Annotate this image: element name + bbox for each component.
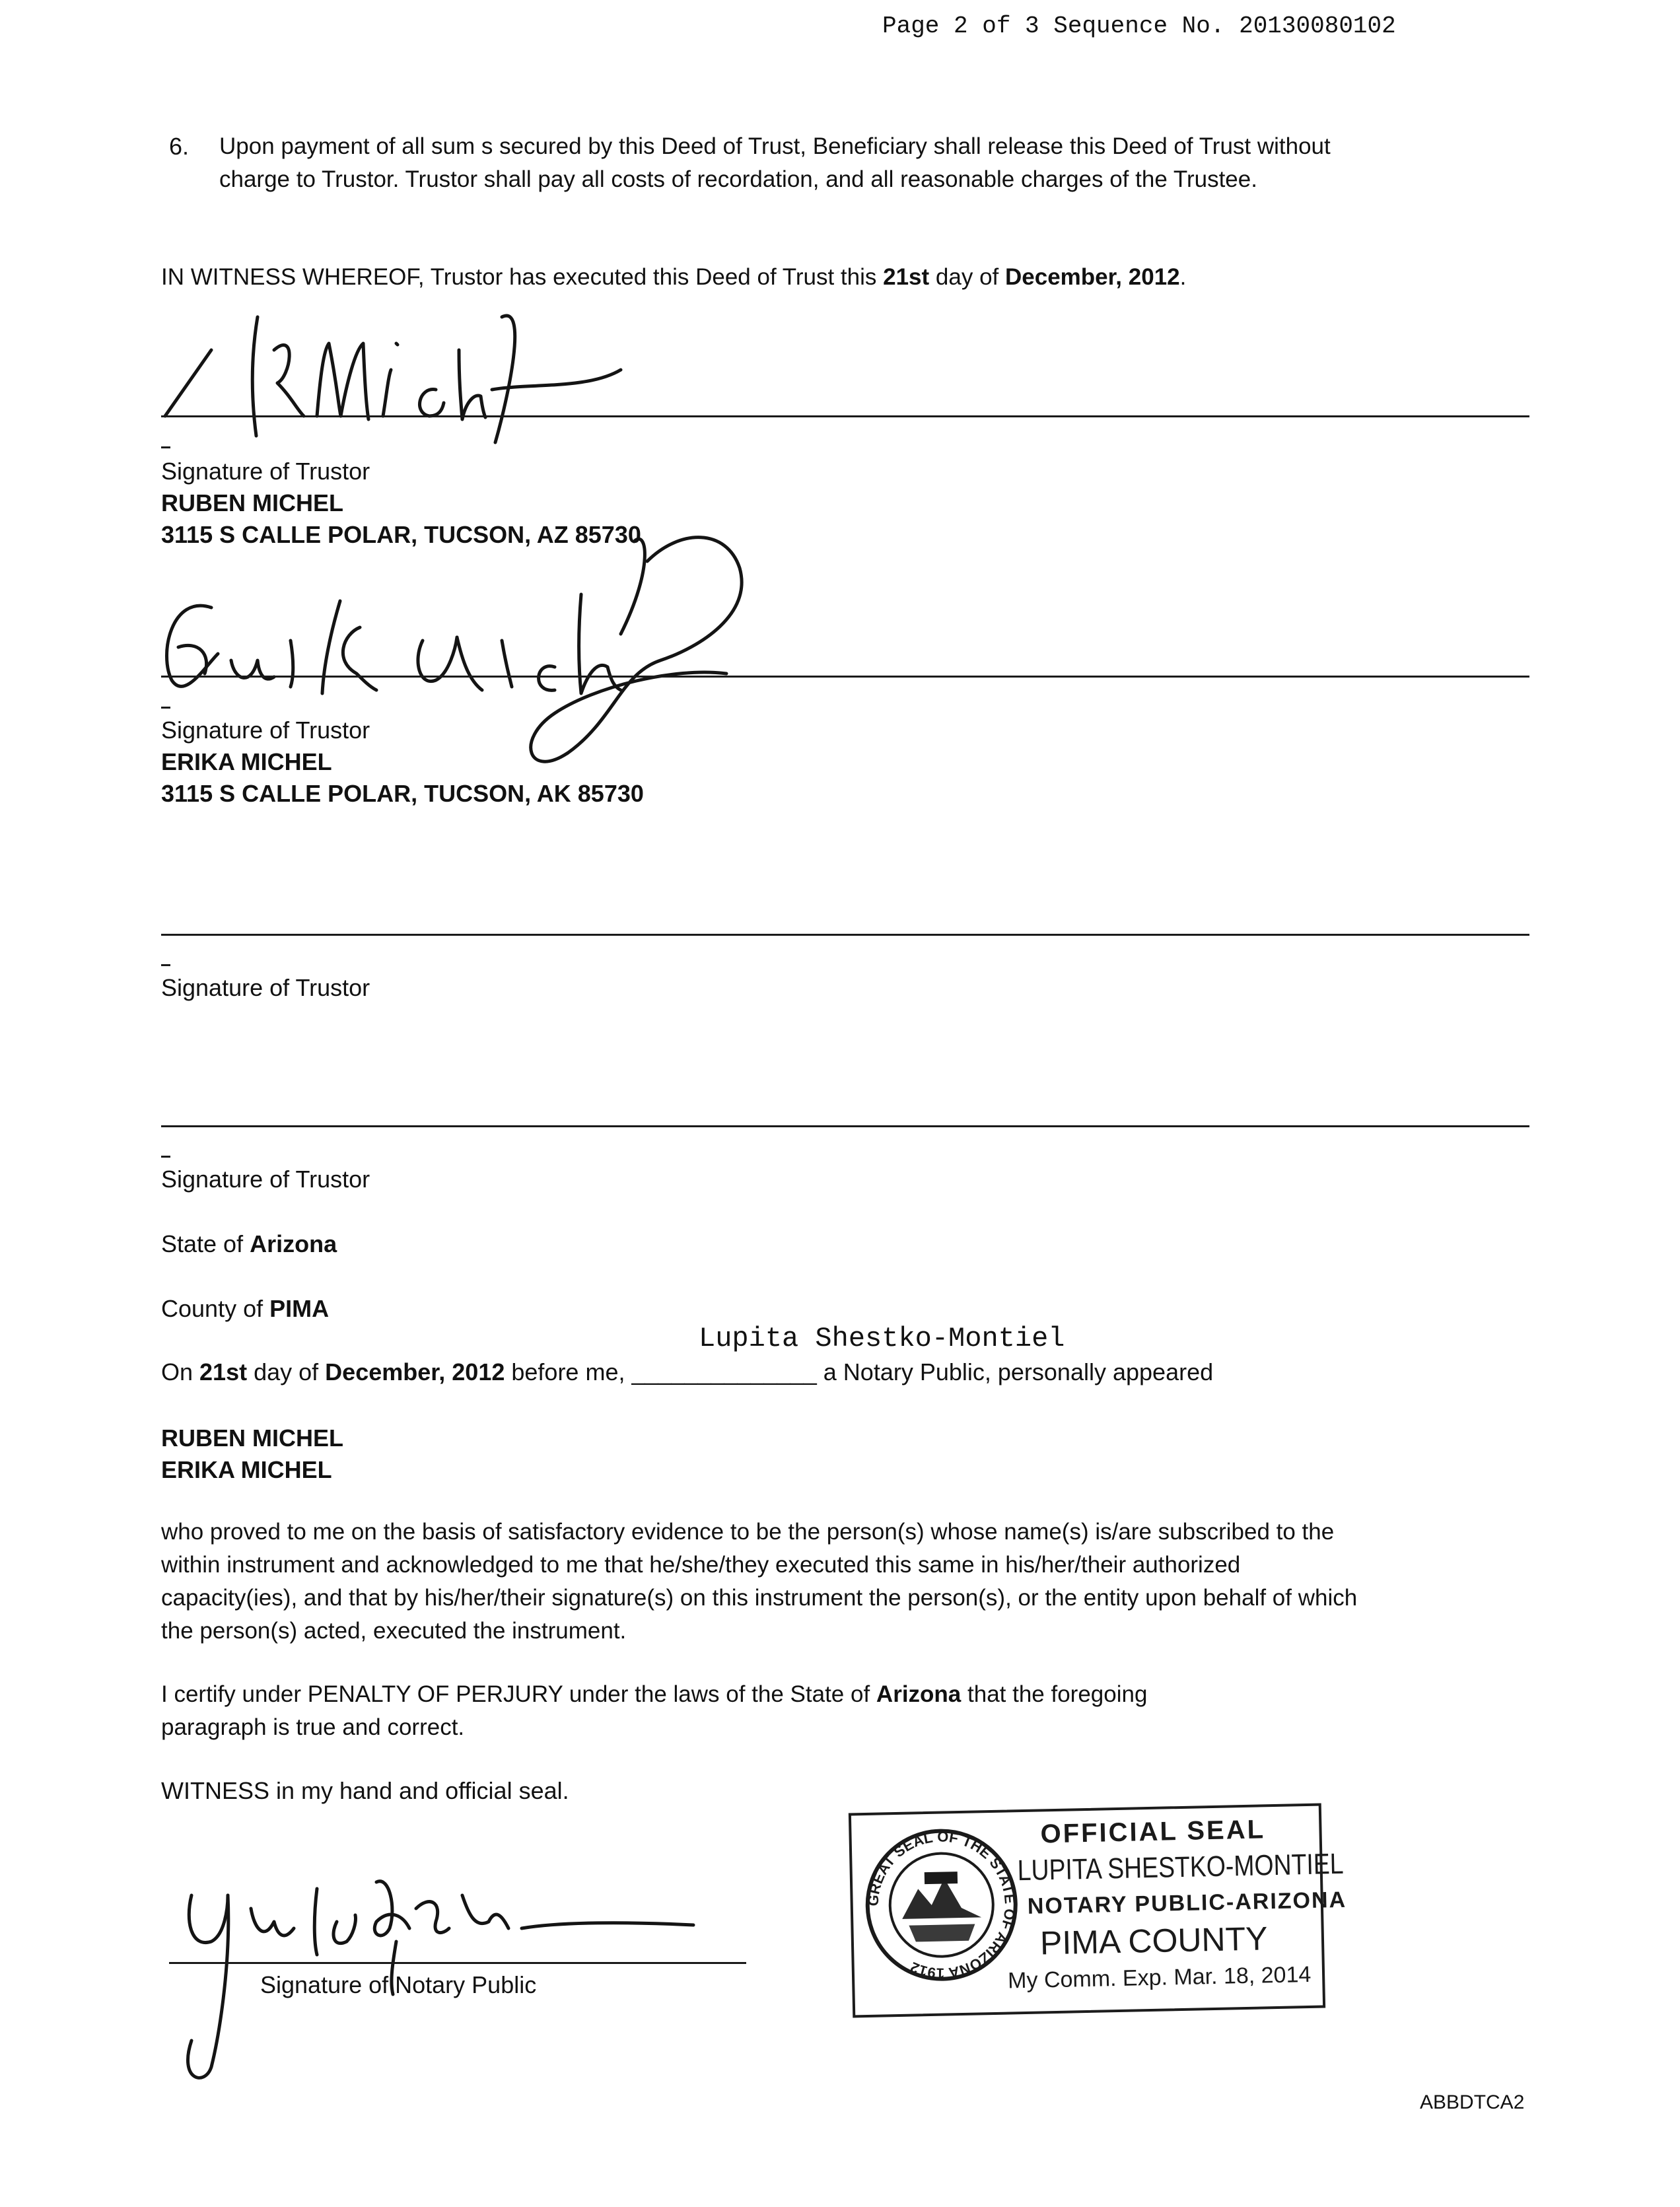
before-me-line: On 21st day of December, 2012 before me, ______________ a Notary Public, personally appeared <box>161 1358 1214 1385</box>
svg-text:GREAT SEAL OF THE STATE OF ARI: GREAT SEAL OF THE STATE OF ARIZONA 1912 <box>864 1828 1018 1982</box>
signature-tick-3 <box>161 964 170 966</box>
seal-notary-role: NOTARY PUBLIC-ARIZONA <box>1027 1887 1347 1919</box>
proof-line-4: the person(s) acted, executed the instrument. <box>161 1618 627 1644</box>
trustor-name-1: RUBEN MICHEL <box>161 489 343 516</box>
signature-label-3: Signature of Trustor <box>161 974 370 1001</box>
notary-signature-line <box>169 1962 746 1964</box>
signature-label-2: Signature of Trustor <box>161 717 370 744</box>
notary-signature-label: Signature of Notary Public <box>260 1971 537 1998</box>
proof-line-1: who proved to me on the basis of satisfactory evidence to be the person(s) whose name(s) is/are subscribed to the <box>161 1519 1335 1545</box>
seal-notary-name: LUPITA SHESTKO-MONTIEL <box>1017 1847 1345 1887</box>
seal-title: OFFICIAL SEAL <box>1040 1815 1266 1849</box>
seal-county: PIMA COUNTY <box>1039 1920 1269 1962</box>
form-code: ABBDTCA2 <box>1420 2091 1525 2113</box>
page-sequence-header: Page 2 of 3 Sequence No. 20130080102 <box>882 13 1396 40</box>
appeared-name-1: RUBEN MICHEL <box>161 1424 343 1452</box>
trustor-address-1: 3115 S CALLE POLAR, TUCSON, AZ 85730 <box>161 521 641 548</box>
clause-6-line-1: Upon payment of all sum s secured by this Deed of Trust, Beneficiary shall release this Deed of Trust without <box>219 133 1331 159</box>
county-line: County of PIMA <box>161 1295 330 1322</box>
certify-line-2: paragraph is true and correct. <box>161 1714 465 1740</box>
signature-line-2 <box>161 676 1529 678</box>
trustor-signature-ruben <box>158 304 647 462</box>
seal-expiry: My Comm. Exp. Mar. 18, 2014 <box>1007 1961 1312 1994</box>
arizona-state-seal-icon <box>860 1824 1022 1986</box>
signature-tick-1 <box>161 446 170 448</box>
proof-line-2: within instrument and acknowledged to me that he/she/they executed this same in his/her/their authorized <box>161 1552 1241 1578</box>
witness-whereof-statement: IN WITNESS WHEREOF, Trustor has executed this Deed of Trust this 21st day of December, 2012. <box>161 264 1187 290</box>
signature-line-1 <box>161 415 1529 417</box>
certify-line-1: I certify under PENALTY OF PERJURY under the laws of the State of Arizona that the foregoing <box>161 1681 1148 1707</box>
appeared-name-2: ERIKA MICHEL <box>161 1456 332 1483</box>
clause-6-line-2: charge to Trustor. Trustor shall pay all costs of recordation, and all reasonable charges of the Trustee. <box>219 166 1257 192</box>
signature-tick-4 <box>161 1156 170 1158</box>
official-notary-seal <box>849 1804 1347 2018</box>
signature-tick-2 <box>161 707 170 709</box>
signature-line-3 <box>161 934 1529 936</box>
proof-line-3: capacity(ies), and that by his/her/their signature(s) on this instrument the person(s), or the entity upon behalf of which <box>161 1585 1358 1611</box>
clause-6-number: 6. <box>169 133 190 160</box>
trustor-address-2: 3115 S CALLE POLAR, TUCSON, AK 85730 <box>161 780 644 807</box>
signature-label-1: Signature of Trustor <box>161 458 370 485</box>
notary-typed-name: Lupita Shestko-Montiel <box>699 1323 1065 1354</box>
trustor-name-2: ERIKA MICHEL <box>161 748 332 775</box>
signature-label-4: Signature of Trustor <box>161 1166 370 1193</box>
witness-hand-line: WITNESS in my hand and official seal. <box>161 1777 569 1804</box>
state-line: State of Arizona <box>161 1230 337 1257</box>
signature-line-4 <box>161 1125 1529 1127</box>
